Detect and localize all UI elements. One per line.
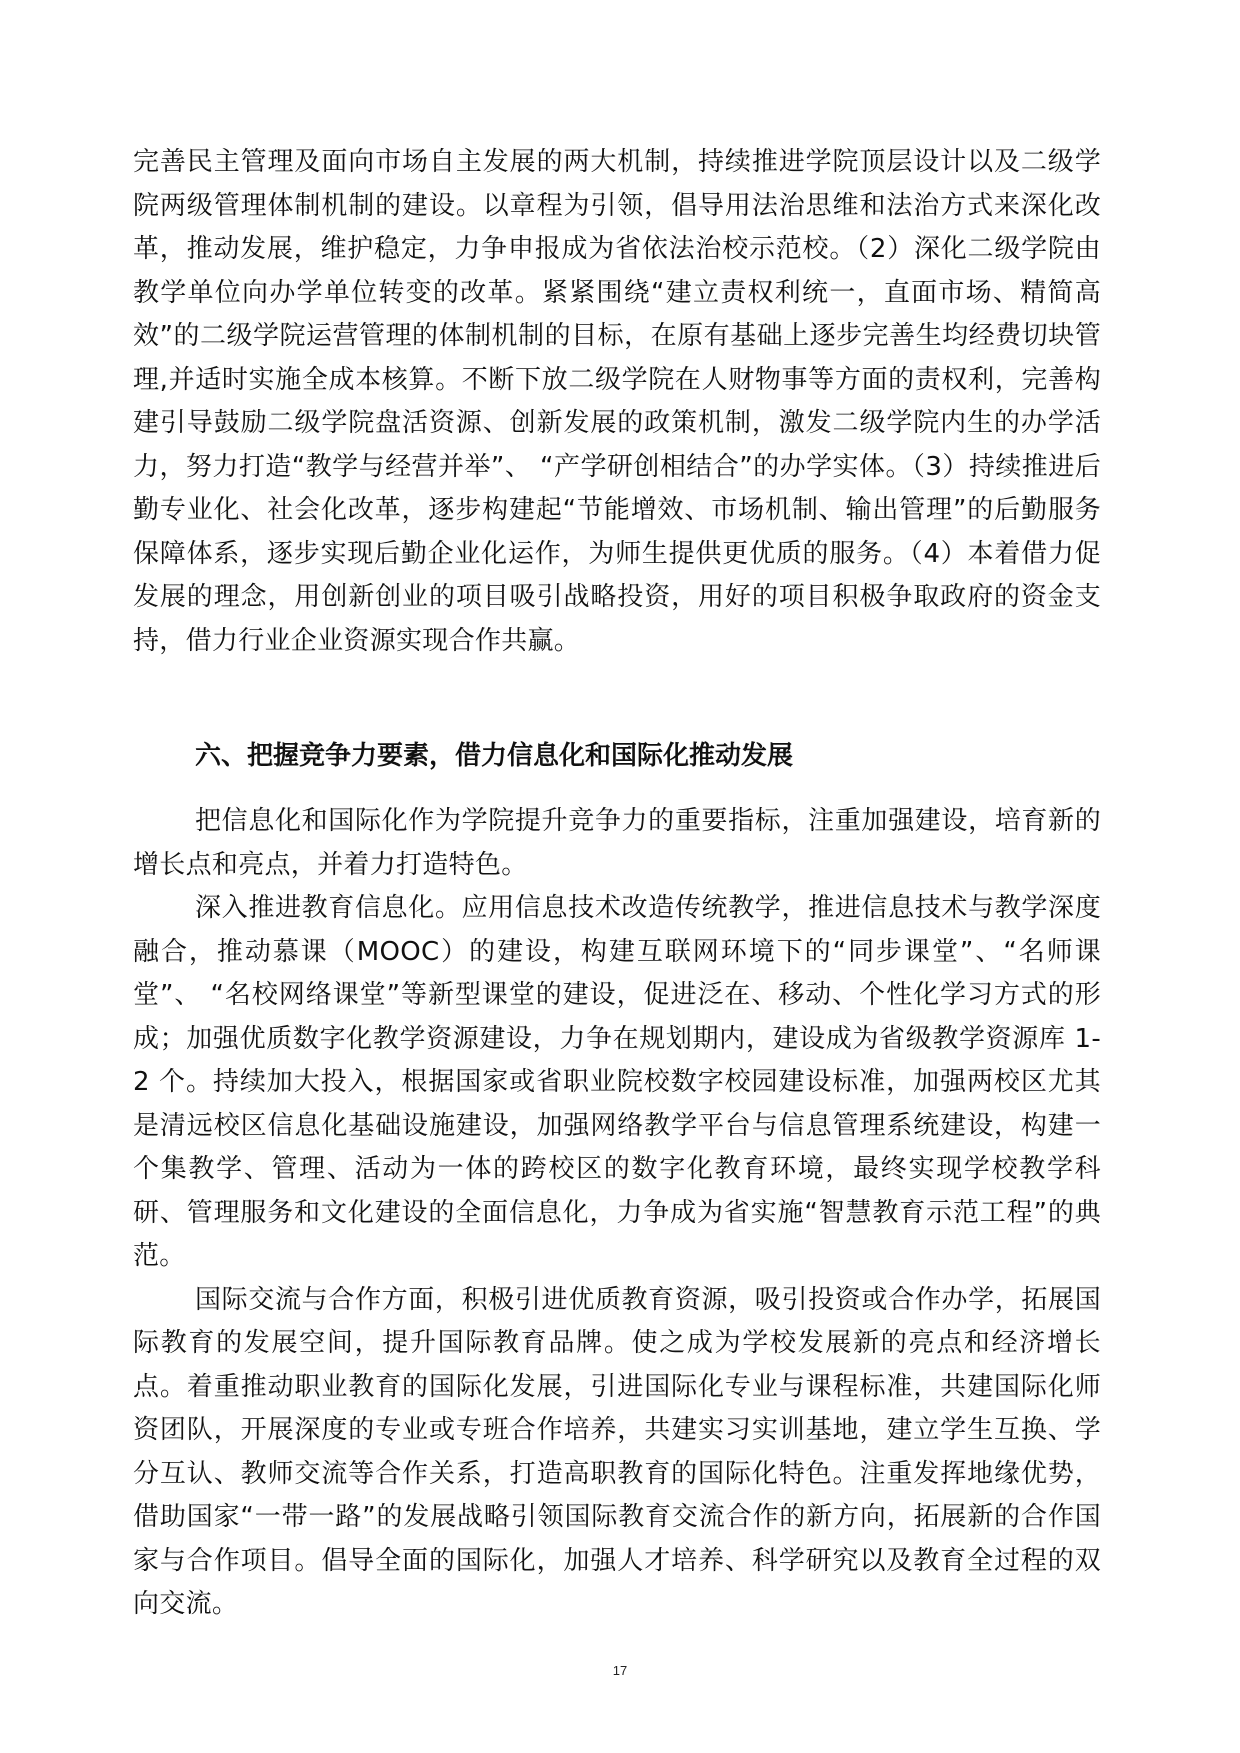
section-body [133,800,1101,1627]
paragraph-intro: 把信息化和国际化作为学院提升竞争力的重要指标，注重加强建设，培育新的增长点和亮点，并着力打造特色。 [133,806,1101,880]
paragraph-internationalization: 国际交流与合作方面，积极引进优质教育资源，吸引投资或合作办学，拓展国际教育的发展空间，提升国际教育品牌。使之成为学校发展新的亮点和经济增长点。着重推动职业教育的国际化发展，引进国际化专业与课程标准，共建国际化师资团队，开展深度的专业或专班合作培养，共建实习实训基地，建立学生互换、学分互认、教师交流等合作关系，打造高职教育的国际化特色。注重发挥地缘优势，借助国家“一带一路”的发展战略引领国际教育交流合作的新方向，拓展新的合作国家与合作项目。倡导全面的国际化，加强人才培养、科学研究以及教育全过程的双向交流。 [133,1284,1101,1619]
page-number: 17 [612,1663,628,1678]
paragraph-informatization: 深入推进教育信息化。应用信息技术改造传统教学，推进信息技术与教学深度融合，推动慕课（MOOC）的建设，构建互联网环境下的“同步课堂”、“名师课堂”、 “名校网络课堂”等新型课堂的建设，促进泛在、移动、个性化学习方式的形成；加强优质数字化教学资源建设，力争在规划期内，建设成为省级教学资源库 1-2 个。持续加大投入，根据国家或省职业院校数字校园建设标准，加强两校区尤其是清远校区信息化基础设施建设，加强网络教学平台与信息管理系统建设，构建一个集教学、管理、活动为一体的跨校区的数字化教育环境，最终实现学校教学科研、管理服务和文化建设的全面信息化，力争成为省实施“智慧教育示范工程”的典范。 [133,893,1101,1271]
section-heading-text: 六、把握竞争力要素，借力信息化和国际化推动发展 [195,741,794,771]
section-heading [133,735,1101,779]
paragraph-reform-continued: 完善民主管理及面向市场自主发展的两大机制，持续推进学院顶层设计以及二级学院两级管理体制机制的建设。以章程为引领，倡导用法治思维和法治方式来深化改革，推动发展，维护稳定，力争申报成为省依法治校示范校。（2）深化二级学院由教学单位向办学单位转变的改革。紧紧围绕“建立责权利统一，直面市场、精简高效”的二级学院运营管理的体制机制的目标，在原有基础上逐步完善生均经费切块管理,并适时实施全成本核算。不断下放二级学院在人财物事等方面的责权利，完善构建引导鼓励二级学院盘活资源、创新发展的政策机制，激发二级学院内生的办学活力，努力打造“教学与经营并举”、 “产学研创相结合”的办学实体。（3）持续推进后勤专业化、社会化改革，逐步构建起“节能增效、市场机制、输出管理”的后勤服务保障体系，逐步实现后勤企业化运作，为师生提供更优质的服务。（4）本着借力促发展的理念，用创新创业的项目吸引战略投资，用好的项目积极争取政府的资金支持，借力行业企业资源实现合作共赢。 [133,147,1101,656]
